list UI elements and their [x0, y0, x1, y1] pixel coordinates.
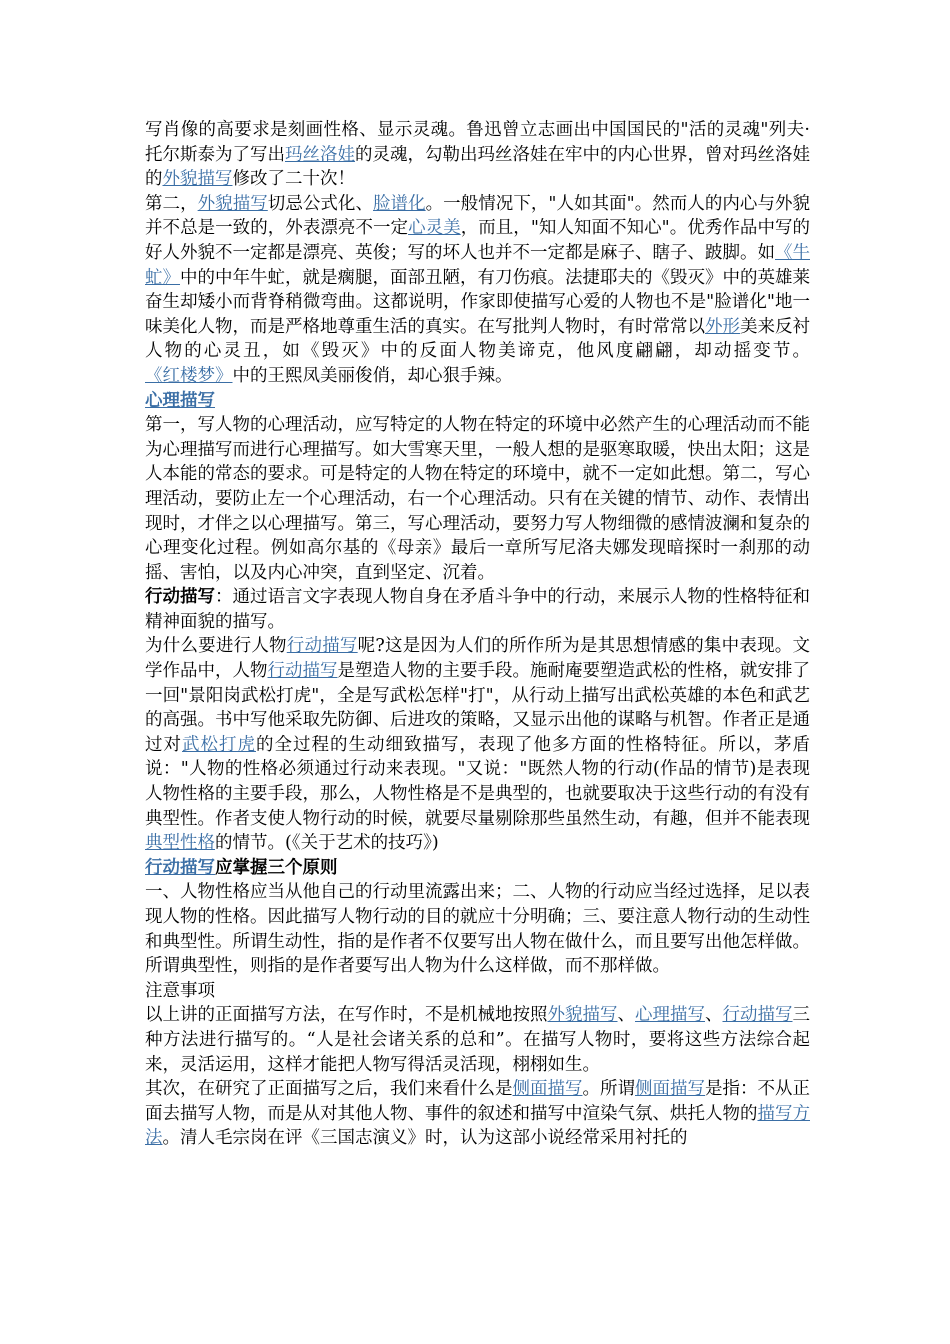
- text-link[interactable]: 心灵美: [408, 218, 461, 239]
- text-link[interactable]: 描写方法: [145, 1103, 810, 1149]
- text-run: 的情节。(《关于艺术的技巧》): [215, 833, 439, 854]
- text-run: 。清人毛宗岗在评《三国志演义》时，认为这部小说经常采用衬托的: [162, 1128, 688, 1149]
- text-run: 的全过程的生动细致描写，表现了他多方面的性格特征。所以，茅盾说："人物的性格必须通过行动来表现。"又说："既然人物的行动(作品的情节)是表现人物性格的主要手段，那么，人物性格是不是典型的，也就要取决于这些行动的有没有典型性。作者支使人物行动的时候，就要尽量剔除那些虽然生动，有趣，但并不能表现: [145, 734, 810, 829]
- text-link[interactable]: 心理描写: [635, 1005, 705, 1026]
- text-link[interactable]: 行动描写: [722, 1005, 793, 1026]
- text-link[interactable]: 武松打虎: [182, 734, 256, 755]
- text-link[interactable]: 侧面描写: [512, 1079, 583, 1100]
- paragraph-portrait: [145, 118, 810, 192]
- text-link[interactable]: 行动描写: [145, 857, 215, 878]
- paragraph-side-description: [145, 1077, 810, 1151]
- text-link[interactable]: 外貌描写: [547, 1005, 618, 1026]
- text-run: 是塑造人物的主要手段。施耐庵要塑造武松的性格，就安排了一回"景阳岗武松打虎"，全是写武松怎样"打"，从行动上描写出武松英雄的本色和武艺的高强。书中写他采取先防御、后进攻的策略，又显示出他的谋略与机智。作者正是通过对: [145, 661, 810, 755]
- text-run: ，而且，"知人知面不知心"。优秀作品中写的好人外貌不一定都是漂亮、英俊；写的坏人也并不一定都是麻子、瞎子、跛脚。如: [145, 218, 811, 263]
- paragraph-action-why: [145, 634, 810, 855]
- text-run: 为什么要进行人物: [145, 636, 287, 657]
- text-run: 美来反衬人物的心灵丑，如《毁灭》中的反面人物美谛克，他风度翩翩，却动摇变节。: [145, 316, 810, 362]
- text-run: 切忌公式化、: [267, 193, 374, 214]
- text-run: 注意事项: [145, 980, 215, 1001]
- paragraph-appearance: [145, 192, 810, 389]
- text-link[interactable]: 行动描写: [267, 661, 338, 682]
- paragraph-principles: [145, 880, 810, 978]
- text-run: 、: [617, 1005, 635, 1026]
- paragraph-notes-title: [145, 979, 810, 1004]
- text-run: 。所谓: [582, 1079, 635, 1100]
- heading-action-principles: [145, 856, 810, 881]
- text-link[interactable]: 外貌描写: [197, 193, 268, 214]
- text-link[interactable]: 外形: [705, 316, 740, 337]
- text-link[interactable]: 脸谱化: [373, 193, 426, 214]
- heading-psychology-link[interactable]: 心理描写: [145, 390, 215, 411]
- text-run: 第二，: [145, 193, 198, 214]
- paragraph-action-definition: [145, 585, 810, 634]
- text-run: 三种方法进行描写的。“人是社会诸关系的总和”。在描写人物时，要将这些方法综合起来，灵活运用，这样才能把人物写得活灵活现，栩栩如生。: [145, 1005, 810, 1075]
- text-run: 修改了二十次！: [232, 169, 355, 190]
- heading-psychology: [145, 389, 810, 414]
- text-run: 中的王熙凤美丽俊俏，却心狠手辣。: [232, 365, 513, 386]
- text-link[interactable]: 典型性格: [145, 833, 215, 854]
- text-link[interactable]: 《红楼梦》: [145, 365, 233, 386]
- text-link[interactable]: 侧面描写: [635, 1079, 705, 1100]
- text-link[interactable]: 《牛虻》: [145, 242, 810, 288]
- text-run: 应掌握三个原则: [215, 857, 338, 878]
- text-run: 、: [705, 1005, 723, 1026]
- text-run: 写肖像的高要求是刻画性格、显示灵魂。鲁迅曾立志画出中国国民的"活的灵魂"列夫·托尔斯泰为了写出: [145, 120, 810, 165]
- bold-text: 行动描写: [145, 587, 215, 608]
- text-run: 的灵魂，勾勒出玛丝洛娃在牢中的内心世界，曾对玛丝洛娃的: [145, 144, 810, 190]
- text-run: 第一，写人物的心理活动，应写特定的人物在特定的环境中必然产生的心理活动而不能为心理描写而进行心理描写。如大雪寒天里，一般人想的是驱寒取暖，快出太阳；这是人本能的常态的要求。可是特定的人物在特定的环境中，就不一定如此想。第二，写心理活动，要防止左一个心理活动，右一个心理活动。只有在关键的情节、动作、表情出现时，才伴之以心理描写。第三，写心理活动，要努力写人物细微的感情波澜和复杂的心理变化过程。例如高尔基的《母亲》最后一章所写尼洛夫娜发现暗探时一刹那的动摇、害怕，以及内心冲突，直到坚定、沉着。: [145, 415, 810, 583]
- document-body: [145, 118, 810, 1151]
- paragraph-notes: [145, 1003, 810, 1077]
- text-run: 呢?这是因为人们的所作所为是其思想情感的集中表现。文学作品中，人物: [145, 636, 811, 682]
- text-link[interactable]: 玛丝洛娃: [285, 144, 355, 165]
- text-link[interactable]: 外貌描写: [162, 169, 233, 190]
- text-run: 其次，在研究了正面描写之后，我们来看什么是: [145, 1079, 513, 1100]
- text-run: 。一般情况下，"人如其面"。然而人的内心与外貌并不总是一致的，外表漂亮不一定: [145, 193, 811, 239]
- text-run: 中的中年牛虻，就是瘸腿，面部丑陋，有刀伤痕。法捷耶夫的《毁灭》中的英雄莱奋生却矮小而背脊稍微弯曲。这都说明，作家即使描写心爱的人物也不是"脸谱化"地一味美化人物，而是严格地尊重生活的真实。在写批判人物时，有时常常以: [145, 267, 810, 337]
- text-run: 一、人物性格应当从他自己的行动里流露出来；二、人物的行动应当经过选择，足以表现人物的性格。因此描写人物行动的目的就应十分明确；三、要注意人物行动的生动性和典型性。所谓生动性，指的是作者不仅要写出人物在做什么，而且要写出他怎样做。所谓典型性，则指的是作者要写出人物为什么这样做，而不那样做。: [145, 882, 810, 977]
- paragraph-psychology: [145, 413, 810, 585]
- text-run: 是指：不从正面去描写人物，而是从对其他人物、事件的叙述和描写中渲染气氛、烘托人物的: [145, 1079, 810, 1124]
- text-link[interactable]: 行动描写: [286, 636, 358, 657]
- text-run: 以上讲的正面描写方法，在写作时，不是机械地按照: [145, 1005, 548, 1026]
- text-run: ：通过语言文字表现人物自身在矛盾斗争中的行动，来展示人物的性格特征和精神面貌的描写。: [145, 587, 810, 632]
